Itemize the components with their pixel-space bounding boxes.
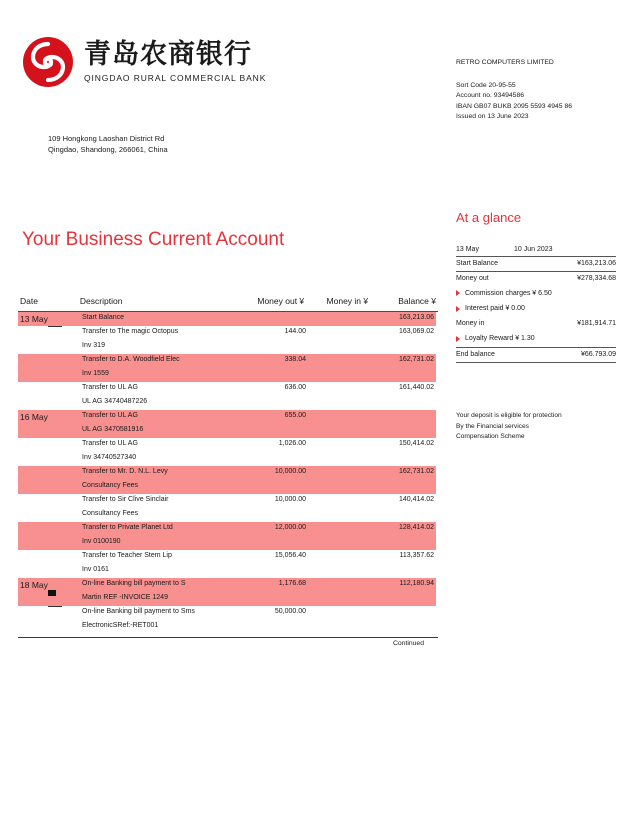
table-row [18, 522, 438, 536]
table-row [18, 466, 438, 480]
cell-money-in [312, 424, 372, 438]
table-row [18, 340, 438, 354]
cell-date [18, 466, 80, 480]
continued-label: Continued [393, 640, 424, 647]
cell-money-in [312, 466, 372, 480]
cell-balance [372, 592, 436, 606]
cell-description: Inv 319 [82, 342, 105, 349]
cell-balance [372, 508, 436, 522]
cell-balance [372, 368, 436, 382]
cell-balance [372, 564, 436, 578]
bank-address-line-1: 109 Hongkong Laoshan District Rd [48, 134, 165, 143]
table-row [18, 536, 438, 550]
cell-money-out [240, 592, 312, 606]
glance-value: ¥181,914.71 [577, 320, 616, 328]
cell-money-in [312, 550, 372, 564]
glance-commission-charges [456, 286, 616, 302]
cell-date [18, 592, 80, 606]
glance-value: ¥278,334.68 [577, 274, 616, 282]
table-row [18, 410, 438, 424]
cell-money-out: 1,176.68 [240, 578, 312, 592]
account-company-name: RETRO COMPUTERS LIMITED [456, 59, 554, 66]
bank-header [22, 36, 266, 88]
glance-value: ¥163,213.06 [577, 260, 616, 267]
glance-value: ¥66.793.09 [580, 350, 616, 358]
deposit-protection-note [456, 411, 562, 443]
column-header-balance: Balance ¥ [398, 296, 436, 306]
table-row [18, 606, 438, 620]
cell-date [18, 606, 80, 620]
table-row [18, 480, 438, 494]
cell-balance [372, 536, 436, 550]
bank-name-chinese: 青岛农商银行 [84, 38, 252, 70]
account-number: Account no. 93494586 [456, 92, 525, 100]
cell-date [18, 438, 80, 452]
cell-money-in [312, 522, 372, 536]
cell-date [18, 396, 80, 410]
triangle-bullet-icon [456, 336, 460, 342]
page-title: Your Business Current Account [22, 229, 285, 250]
table-header-row [18, 296, 438, 312]
cell-money-out [240, 508, 312, 522]
table-row [18, 508, 438, 522]
cell-date [18, 326, 80, 340]
cell-balance [372, 452, 436, 466]
redaction-dash-icon [48, 326, 62, 327]
account-issued-date: Issued on 13 June 2023 [456, 113, 529, 121]
cell-balance [372, 410, 436, 424]
column-header-money-out: Money out ¥ [257, 296, 305, 306]
glance-interest-paid [456, 301, 616, 317]
column-header-money-in: Money in ¥ [326, 296, 369, 306]
cell-description: On-line Banking bill payment to S [80, 578, 240, 592]
cell-money-out [240, 396, 312, 410]
bank-spiral-logo [22, 36, 74, 88]
glance-label: Money out [456, 274, 489, 282]
table-row [18, 312, 438, 326]
cell-money-in [312, 312, 372, 326]
cell-date [18, 522, 80, 536]
cell-money-out: 338.04 [240, 354, 312, 368]
cell-money-out: 50,000.00 [274, 608, 306, 615]
cell-date [18, 494, 80, 508]
cell-money-in [312, 508, 372, 522]
cell-description: UL AG 3470581916 [80, 424, 240, 438]
cell-date [18, 620, 80, 634]
cell-description: Inv 1559 [80, 368, 240, 382]
glance-label: Money in [456, 320, 485, 328]
cell-balance: 140,414.02 [398, 496, 434, 503]
triangle-bullet-icon [456, 290, 460, 296]
cell-balance: 162,731.02 [372, 466, 436, 480]
glance-sub-label: Interest paid ¥ 0.00 [465, 305, 525, 313]
cell-date [18, 550, 80, 564]
cell-money-in [312, 564, 372, 578]
table-row [18, 396, 438, 410]
cell-description: Transfer to UL AG [82, 440, 138, 447]
cell-balance [372, 424, 436, 438]
cell-money-in [312, 396, 372, 410]
cell-description: ElectronicSRef:-RET001 [82, 622, 159, 629]
cell-money-in [312, 606, 372, 620]
cell-money-in [312, 578, 372, 592]
column-header-description: Description [79, 296, 123, 306]
table-row [18, 550, 438, 564]
cell-money-out [240, 564, 312, 578]
cell-money-out [240, 480, 312, 494]
column-header-date: Date [20, 296, 38, 306]
cell-date [18, 354, 80, 368]
cell-money-in [312, 438, 372, 452]
cell-balance: 162,731.02 [372, 354, 436, 368]
cell-description: Inv 0100190 [80, 536, 240, 550]
cell-description: Martin REF -INVOICE 1249 [80, 592, 240, 606]
table-row [18, 382, 438, 396]
cell-balance [372, 396, 436, 410]
cell-money-out [240, 312, 312, 326]
cell-description: On-line Banking bill payment to Sms [82, 608, 195, 615]
cell-description: Transfer to The magic Octopus [82, 328, 179, 335]
account-iban: IBAN GB07 BUKB 2095 5593 4945 86 [456, 102, 573, 110]
bank-address-line-2: Qingdao, Shandong, 266061, China [48, 145, 168, 155]
cell-balance: 112,180.94 [372, 578, 436, 592]
table-row [18, 424, 438, 438]
cell-money-in [312, 452, 372, 466]
bank-name-english: QINGDAO RURAL COMMERCIAL BANK [84, 73, 267, 84]
table-row [18, 564, 438, 578]
cell-description: Inv 0161 [82, 566, 109, 573]
cell-date [18, 536, 80, 550]
cell-balance [372, 620, 436, 634]
glance-date-to: 10 Jun 2023 [514, 246, 553, 253]
cell-date [18, 508, 80, 522]
row-date-label: 18 May [20, 580, 48, 590]
cell-money-out: 10,000.00 [240, 466, 312, 480]
cell-money-out [240, 424, 312, 438]
cell-money-in [312, 410, 372, 424]
cell-description: Consultancy Fees [82, 510, 139, 517]
cell-balance [372, 606, 436, 620]
cell-description: Transfer to Mr. D. N.L. Levy [80, 466, 240, 480]
glance-row-money-in [456, 317, 616, 331]
cell-description: Transfer to UL AG [82, 384, 138, 391]
table-row [18, 368, 438, 382]
cell-money-out: 10,000.00 [274, 496, 306, 503]
redaction-dash-icon [48, 606, 62, 607]
cell-money-out: 655.00 [240, 410, 312, 424]
glance-row-end-balance [456, 347, 616, 362]
cell-money-out: 12,000.00 [240, 522, 312, 536]
cell-description: Inv 34740527340 [82, 454, 137, 461]
table-row [18, 452, 438, 466]
note-line-3: Compensation Scheme [456, 433, 525, 441]
glance-row-start-balance [456, 256, 616, 271]
cell-money-out [240, 452, 312, 466]
cell-balance: 150,414.02 [398, 440, 434, 447]
cell-money-in [312, 382, 372, 396]
glance-label: Start Balance [456, 260, 499, 267]
glance-sub-label: Loyalty Reward ¥ 1.30 [465, 334, 535, 342]
glance-row-money-out [456, 271, 616, 286]
table-row [18, 578, 438, 592]
table-row [18, 438, 438, 452]
cell-description: Transfer to Private Planet Ltd [80, 522, 240, 536]
table-row [18, 592, 438, 606]
cell-date [18, 452, 80, 466]
cell-date [18, 340, 80, 354]
cell-date [18, 480, 80, 494]
table-row [18, 326, 438, 340]
cell-balance [372, 480, 436, 494]
cell-money-in [312, 592, 372, 606]
table-row [18, 620, 438, 634]
cell-money-out [240, 620, 312, 634]
glance-sub-label: Commission charges ¥ 6.50 [465, 289, 552, 297]
cell-date [18, 410, 80, 424]
cell-money-in [312, 620, 372, 634]
cell-description: Transfer to D.A. Woodfield Elec [80, 354, 240, 368]
cell-date [18, 312, 80, 326]
glance-date-from: 13 May [456, 246, 479, 253]
cell-date [18, 368, 80, 382]
cell-description: Consultancy Fees [80, 480, 240, 494]
cell-balance: 128,414.02 [372, 522, 436, 536]
cell-date [18, 382, 80, 396]
cell-money-in [312, 480, 372, 494]
bank-name-block [84, 38, 267, 84]
row-date-label: 13 May [20, 314, 48, 324]
cell-balance: 161,440.02 [398, 384, 434, 391]
cell-money-in [312, 340, 372, 354]
cell-money-out: 144.00 [284, 328, 306, 335]
table-row [18, 354, 438, 368]
account-sort-code: Sort Code 20-95-55 [456, 81, 516, 89]
cell-money-in [312, 536, 372, 550]
glance-loyalty-reward [456, 331, 616, 347]
bank-address [48, 133, 168, 156]
account-details [456, 58, 572, 123]
cell-description: UL AG 34740487226 [82, 398, 148, 405]
cell-money-out [240, 536, 312, 550]
note-line-1: Your deposit is eligible for protection [456, 412, 562, 419]
cell-balance [372, 340, 436, 354]
cell-description: Transfer to UL AG [80, 410, 240, 424]
cell-money-in [312, 494, 372, 508]
cell-money-in [312, 368, 372, 382]
cell-balance: 163,069.02 [398, 328, 434, 335]
cell-money-out [240, 340, 312, 354]
table-row [18, 494, 438, 508]
cell-money-out: 636.00 [284, 384, 306, 391]
cell-description: Transfer to Teacher Stem Lip [82, 552, 172, 559]
cell-money-in [312, 326, 372, 340]
cell-balance: 113,357.62 [399, 552, 434, 559]
table-body [18, 312, 438, 634]
cell-money-in [312, 354, 372, 368]
cell-description: Transfer to Sir Clive Sinclair [82, 496, 169, 503]
cell-money-out: 1,026.00 [278, 440, 306, 447]
note-line-2: By the Financial services [456, 422, 529, 430]
cell-balance: 163,213.06 [372, 312, 436, 326]
transactions-table [18, 296, 438, 647]
at-a-glance-panel [456, 246, 616, 363]
glance-label: End balance [456, 350, 495, 358]
cell-date [18, 424, 80, 438]
cell-money-out: 15,056.40 [274, 552, 306, 559]
redaction-block-icon [48, 590, 56, 596]
triangle-bullet-icon [456, 306, 460, 312]
row-date-label: 16 May [20, 412, 48, 422]
cell-money-out [240, 368, 312, 382]
cell-description: Start Balance [80, 312, 240, 326]
glance-date-range [456, 246, 616, 256]
at-a-glance-heading: At a glance [456, 210, 522, 225]
glance-bottom-rule [456, 362, 616, 363]
cell-date [18, 564, 80, 578]
